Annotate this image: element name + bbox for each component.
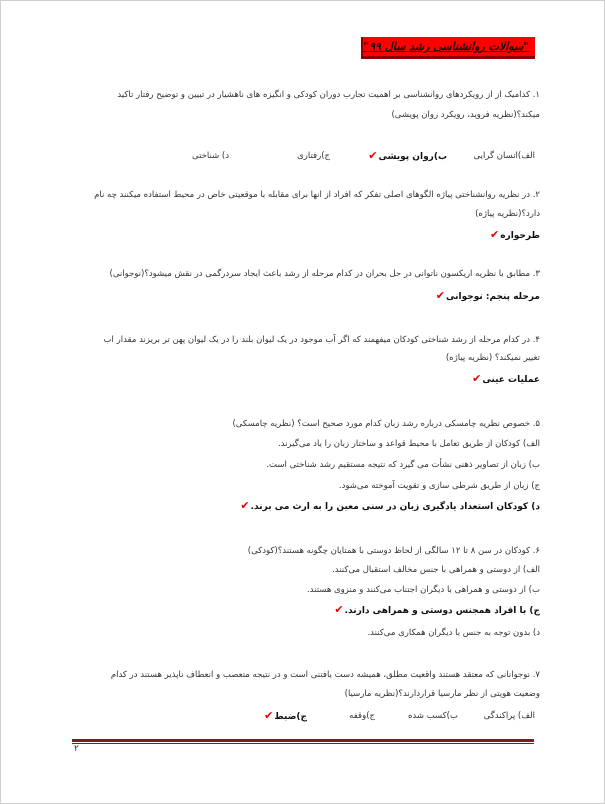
question-4-text-line-1: ۴. در کدام مرحله از رشد شناختی کودکان میفهمند که اگر آب موجود در یک لیوان بلند را در یک لیوان پهن تر بریزند مقدار اب bbox=[103, 335, 540, 345]
check-mark-icon: ✔ bbox=[489, 228, 500, 241]
check-mark-icon: ✔ bbox=[472, 372, 482, 385]
question-5-option-c: ج) زبان از طریق شرطی سازی و تقویت آموخته می‌شود. bbox=[338, 481, 540, 491]
question-1-option-b-answer bbox=[368, 150, 447, 163]
question-1-option-d: د) شناختی bbox=[192, 151, 229, 161]
question-6-text: ۶. کودکان در سن ۸ تا ۱۲ سالگی از لحاظ دوستی با همتایان چگونه هستند؟(کودکی) bbox=[247, 546, 540, 556]
question-4-text-line-2: تغییر نمیکند؟ (نظریه پیاژه) bbox=[445, 353, 540, 363]
answer-text: ب)روان پویشی bbox=[378, 152, 447, 162]
question-7-options bbox=[65, 710, 535, 724]
question-2-answer bbox=[490, 229, 540, 242]
question-6-option-d: د) بدون توجه به جنس با دیگران همکاری می‌کنند. bbox=[367, 628, 540, 638]
question-7-option-a: الف) پراکندگی bbox=[483, 711, 535, 721]
answer-text: ج) با افراد همجنس دوستی و همراهی دارند. bbox=[344, 606, 540, 616]
question-7-option-b: ب)کسب شده bbox=[407, 711, 458, 721]
question-6-answer bbox=[334, 604, 540, 617]
answer-text: مرحله پنجم: نوجوانی bbox=[446, 292, 540, 302]
check-mark-icon: ✔ bbox=[368, 149, 378, 162]
question-3-answer bbox=[436, 290, 540, 303]
check-mark-icon: ✔ bbox=[264, 709, 274, 722]
question-4-answer bbox=[472, 373, 540, 386]
question-1-text-line-1: ۱. کدامیک از از رویکردهای روانشناسی بر اهمیت تجارب دوران کودکی و انگیزه های ناهشیار در تبیین و توضیح رفتار تاکید bbox=[117, 90, 540, 100]
page-title: "سوالات روانشناسی رشد سال ۹۹" bbox=[361, 37, 535, 59]
question-2-text-line-1: ۲. در نظریه روانشناختی پیاژه الگوهای اصلی تفکر که افراد از انها برای مقابله با موقعیتی خاص در محیط استفاده میکنند چه نام bbox=[94, 190, 540, 200]
question-5-answer bbox=[240, 500, 540, 513]
question-6-option-a: الف) از دوستی و همراهی با جنس مخالف استقبال می‌کنند. bbox=[332, 565, 540, 575]
question-5-text: ۵. خصوص نظریه چامسکی درباره رشد زبان کدام مورد صحیح است؟ (نظریه چامسکی) bbox=[232, 419, 540, 429]
question-1-option-a: الف)انسان گرایی bbox=[473, 151, 535, 161]
question-1-text-line-2: میکند؟(نظریه فروید، رویکرد روان پویشی) bbox=[391, 110, 540, 120]
answer-text: د) کودکان استعداد یادگیری زبان در سنی معین را به ارث می برند. bbox=[250, 502, 540, 512]
question-1-options bbox=[65, 150, 535, 164]
question-7-text-line-1: ۷. نوجوانانی که معتقد هستند واقعیت مطلق، همیشه دست یافتنی است و در نتیجه متعصب و انعطاف ناپذیر هستند در کدام bbox=[110, 670, 540, 680]
question-5-option-b: ب) زبان از تصاویر ذهنی نشأت می گیرد که نتیجه مستقیم رشد شناختی است. bbox=[266, 460, 540, 470]
question-3-text-line-1: ۳. مطابق با نظریه اریکسون ناتوانی در حل بحران در کدام مرحله از رشد باعث ایجاد سردرگمی در نقش میشود؟(نوجوانی) bbox=[109, 269, 540, 279]
question-1-option-c: ج)رفتاری bbox=[297, 151, 330, 161]
footer-divider bbox=[72, 739, 534, 742]
answer-text: عملیات عینی bbox=[482, 375, 540, 385]
answer-text: ج)ضبط bbox=[274, 712, 307, 722]
question-2-text-line-2: دارد؟(نظریه پیاژه) bbox=[475, 209, 540, 219]
question-6-option-b: ب) از دوستی و همراهی با دیگران اجتناب می‌کنند و منزوی هستند. bbox=[306, 585, 540, 595]
question-7-option-c: ج)وقفه bbox=[349, 711, 375, 721]
footer-divider-thin bbox=[72, 743, 534, 744]
check-mark-icon: ✔ bbox=[435, 289, 446, 302]
question-5-option-a: الف) کودکان از طریق تعامل با محیط قواعد و ساختار زبان را یاد می‌گیرند. bbox=[277, 439, 540, 449]
page-number: ۲ bbox=[74, 744, 79, 754]
check-mark-icon: ✔ bbox=[334, 603, 344, 616]
question-7-text-line-2: وضعیت هویتی از نظر مارسیا قراردارند؟(نظریه مارسیا) bbox=[344, 689, 540, 699]
question-7-answer bbox=[264, 710, 307, 723]
check-mark-icon: ✔ bbox=[240, 499, 250, 512]
answer-text: طرحواره bbox=[500, 231, 540, 241]
